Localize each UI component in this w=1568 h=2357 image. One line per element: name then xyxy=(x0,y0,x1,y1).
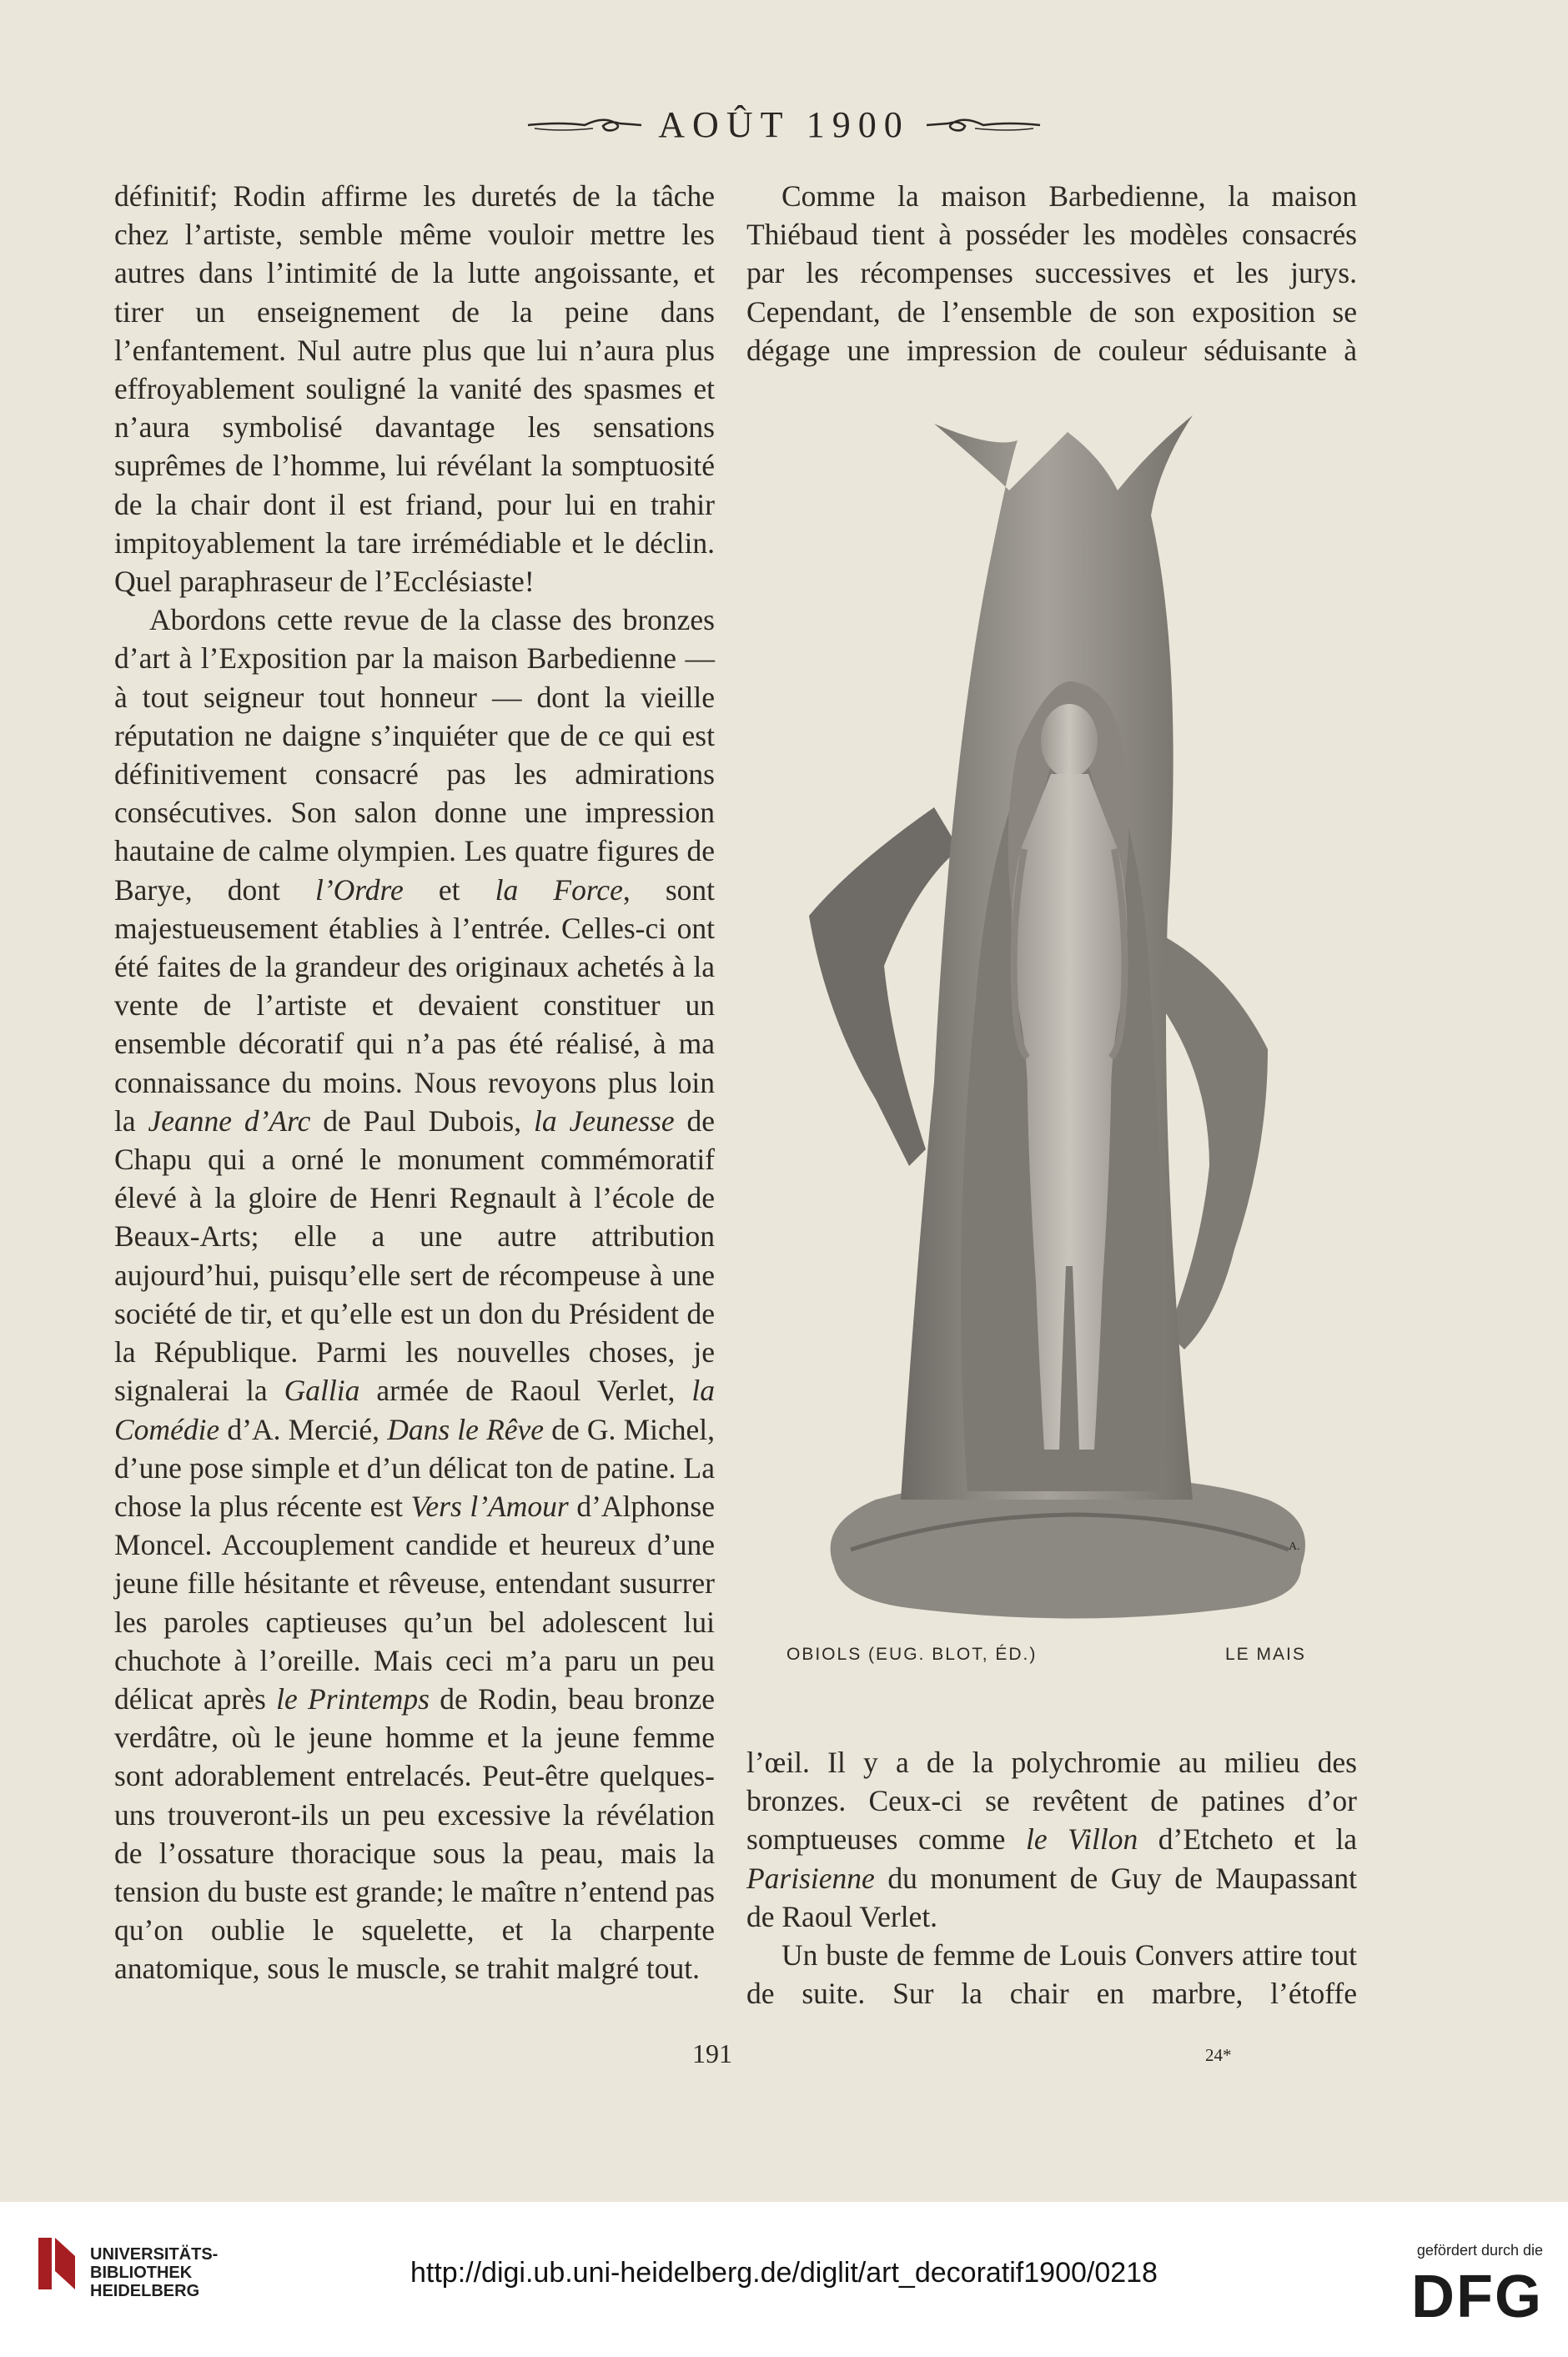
digitization-footer xyxy=(0,2202,1568,2357)
figure-caption-title: LE MAIS xyxy=(1225,1645,1306,1664)
funder-label: gefördert durch die xyxy=(1416,2242,1543,2259)
library-name: UNIVERSITÄTS- BIBLIOTHEK HEIDELBERG xyxy=(90,2245,219,2300)
svg-text:A.: A. xyxy=(1289,1540,1300,1553)
right-flourish-ornament xyxy=(925,113,1042,137)
permalink-url[interactable]: http://digi.ub.uni-heidelberg.de/diglit/art_decoratif1900/0218 xyxy=(410,2257,1158,2289)
dfg-logo: DFG xyxy=(1411,2264,1543,2330)
page-title: AOÛT 1900 xyxy=(658,104,910,145)
running-header xyxy=(0,104,1568,145)
printer-signature-mark: 24* xyxy=(1205,2045,1232,2065)
right-text-column-bottom xyxy=(746,1743,1357,2013)
paragraph: Un buste de femme de Louis Convers attire tout de suite. Sur la chair en marbre, l’étoffe xyxy=(746,1938,1357,2011)
figure-caption-author: OBIOLS (EUG. BLOT, ÉD.) xyxy=(787,1645,1038,1664)
left-text-column xyxy=(114,177,715,1988)
page-number: 191 xyxy=(692,2038,732,2068)
paragraph: Abordons cette revue de la classe des bronzes d’art à l’Exposition par la maison Barbedienne — à tout seigneur tout honneur — dont la vieille réputation ne daigne s’inquiéter que de ce qui est définitivement consacré pas les admirations consécutives. Son salon donne une impression hautaine de calme olympien. Les quatre figures de Barye, dont l’Ordre et la Force, sont majestueusement établies à l’entrée. Celles-ci ont été faites de la grandeur des originaux achetés à la vente de l’artiste et devaient constituer un ensemble décoratif qui n’a pas été réalisé, à ma connaissance du moins. Nous revoyons plus loin la Jeanne d’Arc de Paul Dubois, la Jeunesse de Chapu qui a orné le monument commémoratif élevé à la gloire de Henri Regnault à l’école de Beaux-Arts; elle a une autre attribution aujourd’hui, puisqu’elle sert de récompeuse à une société de tir, et qu’elle est un don du Président de la République. Parmi les nouvelles choses, je signalerai la Gallia armée de Raoul Verlet, la Comédie d’A. Mercié, Dans le Rêve de G. Michel, d’une pose simple et d’un délicat ton de patine. La chose la plus récente est Vers l’Amour d’Alphonse Moncel. Accouplement candide et heureux d’une jeune fille hésitante et rêveuse, entendant susurrer les paroles captieuses qu’un bel adolescent lui chuchote à l’oreille. Mais ceci m’a paru un peu délicat après le Printemps de Rodin, beau bronze verdâtre, où le jeune homme et la jeune femme sont adorablement entrelacés. Peut-être quelques-uns trouveront-ils un peu excessive la révélation de l’ossature thoracique sous la peau, mais la tension du buste est grande; le maître n’entend pas qu’on oublie le squelette, et la charpente anatomique, sous le muscle, se trahit malgré tout. xyxy=(114,603,716,1986)
le-mais-statue-image xyxy=(801,415,1334,1641)
left-flourish-ornament xyxy=(526,113,643,137)
paragraph: Comme la maison Barbedienne, la maison Thiébaud tient à posséder les modèles consacrés par les récompenses successives et les jurys. Cependant, de l’ensemble de son exposition se dégage une impression de couleur séduisante à xyxy=(746,179,1357,367)
statue-photograph xyxy=(801,415,1334,1641)
paragraph: l’œil. Il y a de la polychromie au milieu des bronzes. Ceux-ci se revêtent de patines d’or somptueuses comme le Villon d’Etcheto et la Parisienne du monument de Guy de Maupassant de Raoul Verlet. xyxy=(746,1746,1357,1933)
paragraph: définitif; Rodin affirme les duretés de la tâche chez l’artiste, semble même vouloir mettre les autres dans l’intimité de la lutte angoissante, et tirer un enseignement de la peine dans l’enfantement. Nul autre plus que lui n’aura plus effroyablement souligné la vanité des spasmes et n’aura symbolisé davantage les sensations suprêmes de l’homme, lui révélant la somptuosité de la chair dont il est friand, pour lui en trahir impitoyablement la tare irrémédiable et le déclin. Quel paraphraseur de l’Ecclésiaste! xyxy=(114,179,715,599)
right-text-column-top xyxy=(746,177,1357,369)
